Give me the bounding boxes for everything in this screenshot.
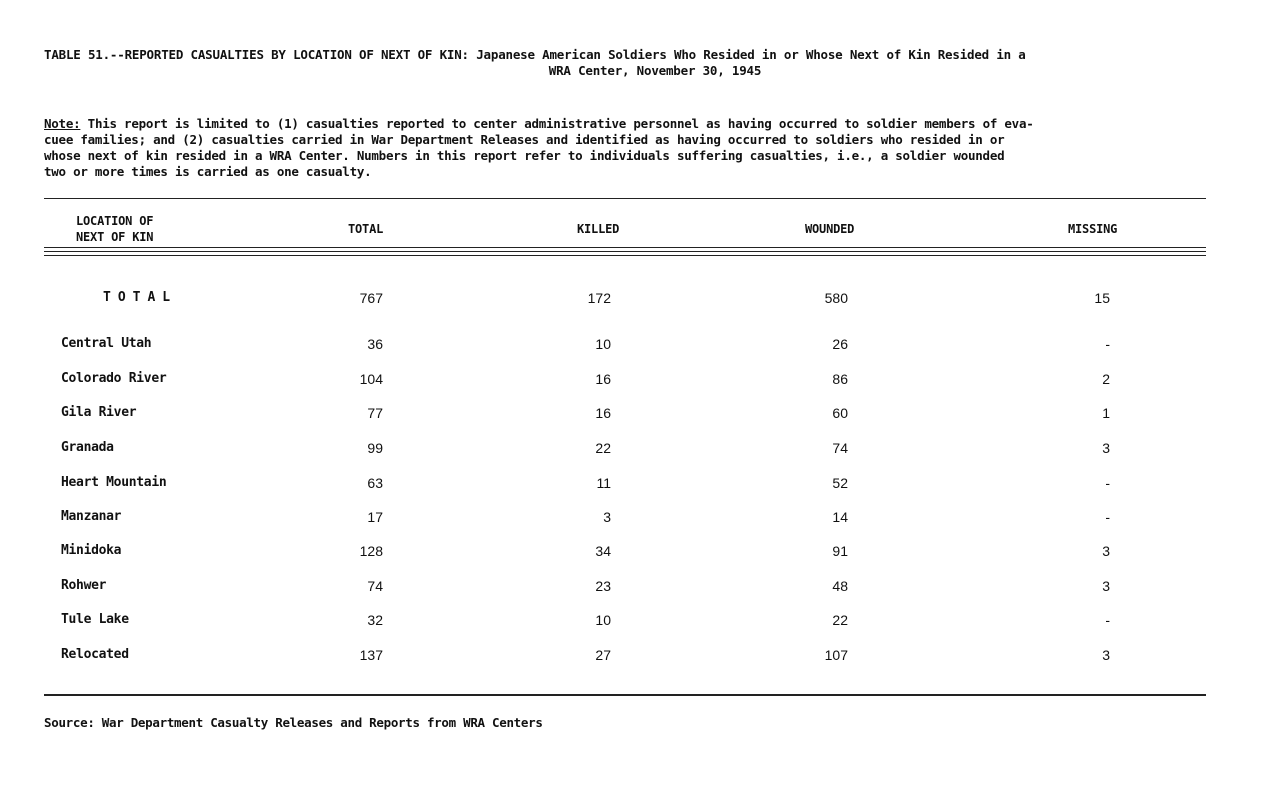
row-missing: -	[1105, 509, 1110, 525]
table-row	[0, 543, 1270, 563]
table-row	[0, 475, 1270, 495]
row-missing: 3	[1102, 647, 1110, 663]
header-rule-1	[44, 247, 1206, 248]
table-title-line1: TABLE 51.--REPORTED CASUALTIES BY LOCATION OF NEXT OF KIN: Japanese American Soldiers Who Resided in or Whose Next of Kin Resided in a	[44, 47, 1026, 62]
table-title	[44, 47, 1206, 79]
table-row	[0, 336, 1270, 356]
row-wounded: 22	[832, 612, 848, 628]
row-location: Heart Mountain	[61, 475, 167, 490]
table-row	[0, 440, 1270, 460]
row-wounded: 580	[824, 290, 848, 306]
table-row-total	[0, 290, 1270, 310]
row-total: 128	[359, 543, 383, 559]
row-wounded: 86	[832, 371, 848, 387]
row-location: TOTAL	[103, 290, 178, 305]
note-text-line3: whose next of kin resided in a WRA Center. Numbers in this report refer to individuals suffering casualties, i.e., a soldier wounded	[44, 148, 1005, 163]
table-top-rule	[44, 198, 1206, 199]
row-missing: 2	[1102, 371, 1110, 387]
row-missing: 15	[1094, 290, 1110, 306]
note-label: Note:	[44, 116, 81, 131]
row-total: 767	[359, 290, 383, 306]
row-missing: 3	[1102, 440, 1110, 456]
row-location: Granada	[61, 440, 114, 455]
row-killed: 16	[595, 371, 611, 387]
row-missing: -	[1105, 475, 1110, 491]
row-killed: 34	[595, 543, 611, 559]
row-total: 63	[367, 475, 383, 491]
row-total: 32	[367, 612, 383, 628]
header-rule-2	[44, 251, 1206, 252]
row-killed: 16	[595, 405, 611, 421]
row-wounded: 74	[832, 440, 848, 456]
column-header-location-line1: LOCATION OF	[76, 214, 154, 228]
row-total: 137	[359, 647, 383, 663]
table-row	[0, 578, 1270, 598]
row-total: 77	[367, 405, 383, 421]
row-missing: 1	[1102, 405, 1110, 421]
column-header-killed: KILLED	[577, 222, 620, 236]
table-row	[0, 647, 1270, 667]
note-text-line1: This report is limited to (1) casualties reported to center administrative personnel as having occurred to soldier members of eva-	[80, 116, 1034, 131]
row-location: Minidoka	[61, 543, 122, 558]
row-killed: 10	[595, 336, 611, 352]
row-location: Gila River	[61, 405, 137, 420]
row-wounded: 14	[832, 509, 848, 525]
source-note: Source: War Department Casualty Releases and Reports from WRA Centers	[44, 715, 543, 730]
column-header-location-line2: NEXT OF KIN	[76, 230, 154, 244]
row-wounded: 91	[832, 543, 848, 559]
row-location: Relocated	[61, 647, 129, 662]
row-killed: 172	[587, 290, 611, 306]
column-header-total: TOTAL	[348, 222, 384, 236]
row-killed: 22	[595, 440, 611, 456]
row-location: Rohwer	[61, 578, 107, 593]
row-wounded: 107	[824, 647, 848, 663]
row-wounded: 60	[832, 405, 848, 421]
table-title-line2: WRA Center, November 30, 1945	[548, 63, 762, 78]
row-total: 36	[367, 336, 383, 352]
row-killed: 3	[603, 509, 611, 525]
row-killed: 10	[595, 612, 611, 628]
column-header-wounded: WOUNDED	[805, 222, 855, 236]
row-wounded: 52	[832, 475, 848, 491]
table-row	[0, 405, 1270, 425]
table-row	[0, 371, 1270, 391]
table-note	[44, 116, 1206, 180]
note-text-line2: cuee families; and (2) casualties carried in War Department Releases and identified as having occurred to soldiers who resided in or	[44, 132, 1005, 147]
row-location: Central Utah	[61, 336, 152, 351]
header-rule-3	[44, 255, 1206, 256]
column-header-location	[76, 213, 153, 245]
row-location: Tule Lake	[61, 612, 129, 627]
row-killed: 27	[595, 647, 611, 663]
row-wounded: 48	[832, 578, 848, 594]
row-missing: 3	[1102, 543, 1110, 559]
column-header-missing: MISSING	[1068, 222, 1118, 236]
row-killed: 11	[596, 475, 611, 491]
row-location: Colorado River	[61, 371, 167, 386]
row-missing: -	[1105, 336, 1110, 352]
row-wounded: 26	[832, 336, 848, 352]
row-killed: 23	[595, 578, 611, 594]
table-row	[0, 612, 1270, 632]
row-location: Manzanar	[61, 509, 122, 524]
row-total: 104	[359, 371, 383, 387]
note-text-line4: two or more times is carried as one casualty.	[44, 164, 372, 179]
row-total: 99	[367, 440, 383, 456]
row-total: 17	[367, 509, 383, 525]
row-total: 74	[367, 578, 383, 594]
table-bottom-rule	[44, 694, 1206, 696]
row-missing: -	[1105, 612, 1110, 628]
row-missing: 3	[1102, 578, 1110, 594]
note-line1	[44, 116, 1206, 132]
table-row	[0, 509, 1270, 529]
